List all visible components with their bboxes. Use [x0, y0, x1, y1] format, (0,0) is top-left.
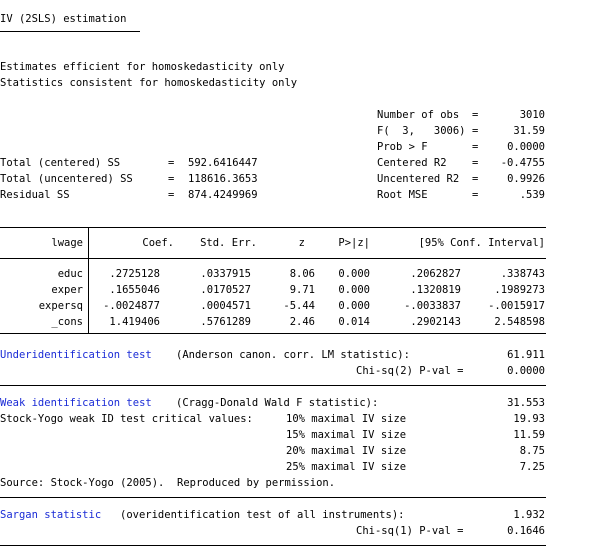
cell-se: .5761289 [200, 316, 251, 328]
col-header-p: P>|z| [338, 237, 370, 249]
col-header-z: z [298, 237, 305, 249]
ss-eq: = [168, 173, 175, 185]
stat-label: Uncentered R2 [377, 173, 460, 185]
estimation-title: IV (2SLS) estimation [0, 13, 127, 25]
critical-label: 20% maximal IV size [286, 445, 407, 457]
stat-value: -0.4755 [500, 157, 545, 169]
stat-eq: = [472, 141, 479, 153]
critical-label: 25% maximal IV size [286, 461, 407, 473]
critical-value: 19.93 [513, 413, 545, 425]
col-header-se: Std. Err. [200, 237, 257, 249]
ss-label: Total (uncentered) SS [0, 173, 133, 185]
cell-ci-high: .338743 [500, 268, 545, 280]
sargan-value: 1.932 [513, 509, 545, 521]
weakid-test-link[interactable]: Weak identification test [0, 397, 152, 409]
cell-coef: 1.419406 [109, 316, 160, 328]
stat-value: .539 [519, 189, 545, 201]
stat-eq: = [472, 189, 479, 201]
ss-label: Total (centered) SS [0, 157, 121, 169]
table-divider [88, 259, 89, 333]
weakid-value: 31.553 [507, 397, 545, 409]
table-header-rule [0, 258, 546, 259]
section-rule [0, 385, 546, 386]
cell-ci-high: .1989273 [494, 284, 545, 296]
critical-label: 15% maximal IV size [286, 429, 407, 441]
ss-eq: = [168, 157, 175, 169]
cell-z: 9.71 [289, 284, 315, 296]
underid-pval-label: Chi-sq(2) P-val = [356, 365, 464, 377]
cell-ci-high: 2.548598 [494, 316, 545, 328]
cell-z: -5.44 [283, 300, 315, 312]
col-header-ci: [95% Conf. Interval] [418, 237, 545, 249]
title-underline [0, 31, 140, 32]
stat-eq: = [472, 173, 479, 185]
critical-value: 7.25 [519, 461, 545, 473]
section-rule [0, 545, 546, 546]
cell-coef: .1655046 [109, 284, 160, 296]
stat-label: Number of obs [377, 109, 460, 121]
stat-value: 31.59 [513, 125, 545, 137]
cell-ci-low: .2902143 [410, 316, 461, 328]
cell-p: 0.000 [338, 268, 370, 280]
table-row-name: educ [57, 268, 83, 280]
table-top-rule [0, 227, 546, 228]
sargan-pval-label: Chi-sq(1) P-val = [356, 525, 464, 537]
sargan-statistic-link[interactable]: Sargan statistic [0, 509, 102, 521]
note-consistent: Statistics consistent for homoskedasticity only [0, 77, 298, 89]
stock-yogo-label: Stock-Yogo weak ID test critical values: [0, 413, 253, 425]
note-efficient: Estimates efficient for homoskedasticity only [0, 61, 285, 73]
stat-label: Prob > F [377, 141, 428, 153]
cell-coef: -.0024877 [103, 300, 160, 312]
stat-eq: = [472, 109, 479, 121]
stat-value: 0.9926 [507, 173, 545, 185]
cell-p: 0.014 [338, 316, 370, 328]
stat-label: Centered R2 [377, 157, 447, 169]
cell-se: .0337915 [200, 268, 251, 280]
underid-test-link[interactable]: Underidentification test [0, 349, 152, 361]
sargan-desc: (overidentification test of all instruments): [120, 509, 405, 521]
cell-ci-low: .1320819 [410, 284, 461, 296]
table-bottom-rule [0, 333, 546, 334]
stat-value: 3010 [519, 109, 545, 121]
critical-label: 10% maximal IV size [286, 413, 407, 425]
cell-ci-high: -.0015917 [488, 300, 545, 312]
cell-coef: .2725128 [109, 268, 160, 280]
stat-eq: = [472, 157, 479, 169]
cell-ci-low: .2062827 [410, 268, 461, 280]
cell-p: 0.000 [338, 284, 370, 296]
cell-z: 8.06 [289, 268, 315, 280]
ss-value: 874.4249969 [188, 189, 258, 201]
sargan-pval: 0.1646 [507, 525, 545, 537]
ss-eq: = [168, 189, 175, 201]
stat-eq: = [472, 125, 479, 137]
critical-value: 8.75 [519, 445, 545, 457]
table-row-name: expersq [38, 300, 83, 312]
underid-desc: (Anderson canon. corr. LM statistic): [176, 349, 410, 361]
depvar-name: lwage [51, 237, 83, 249]
critical-value: 11.59 [513, 429, 545, 441]
ss-value: 118616.3653 [188, 173, 258, 185]
cell-p: 0.000 [338, 300, 370, 312]
stock-yogo-source: Source: Stock-Yogo (2005). Reproduced by permission. [0, 477, 336, 489]
table-row-name: _cons [51, 316, 83, 328]
col-header-coef: Coef. [142, 237, 174, 249]
ss-value: 592.6416447 [188, 157, 258, 169]
weakid-desc: (Cragg-Donald Wald F statistic): [176, 397, 379, 409]
stat-label: Root MSE [377, 189, 428, 201]
stat-value: 0.0000 [507, 141, 545, 153]
stat-label: F( 3, 3006) [377, 125, 466, 137]
underid-pval: 0.0000 [507, 365, 545, 377]
cell-ci-low: -.0033837 [404, 300, 461, 312]
cell-z: 2.46 [289, 316, 315, 328]
table-row-name: exper [51, 284, 83, 296]
ss-label: Residual SS [0, 189, 70, 201]
section-rule [0, 497, 546, 498]
underid-value: 61.911 [507, 349, 545, 361]
cell-se: .0170527 [200, 284, 251, 296]
cell-se: .0004571 [200, 300, 251, 312]
table-divider [88, 228, 89, 258]
